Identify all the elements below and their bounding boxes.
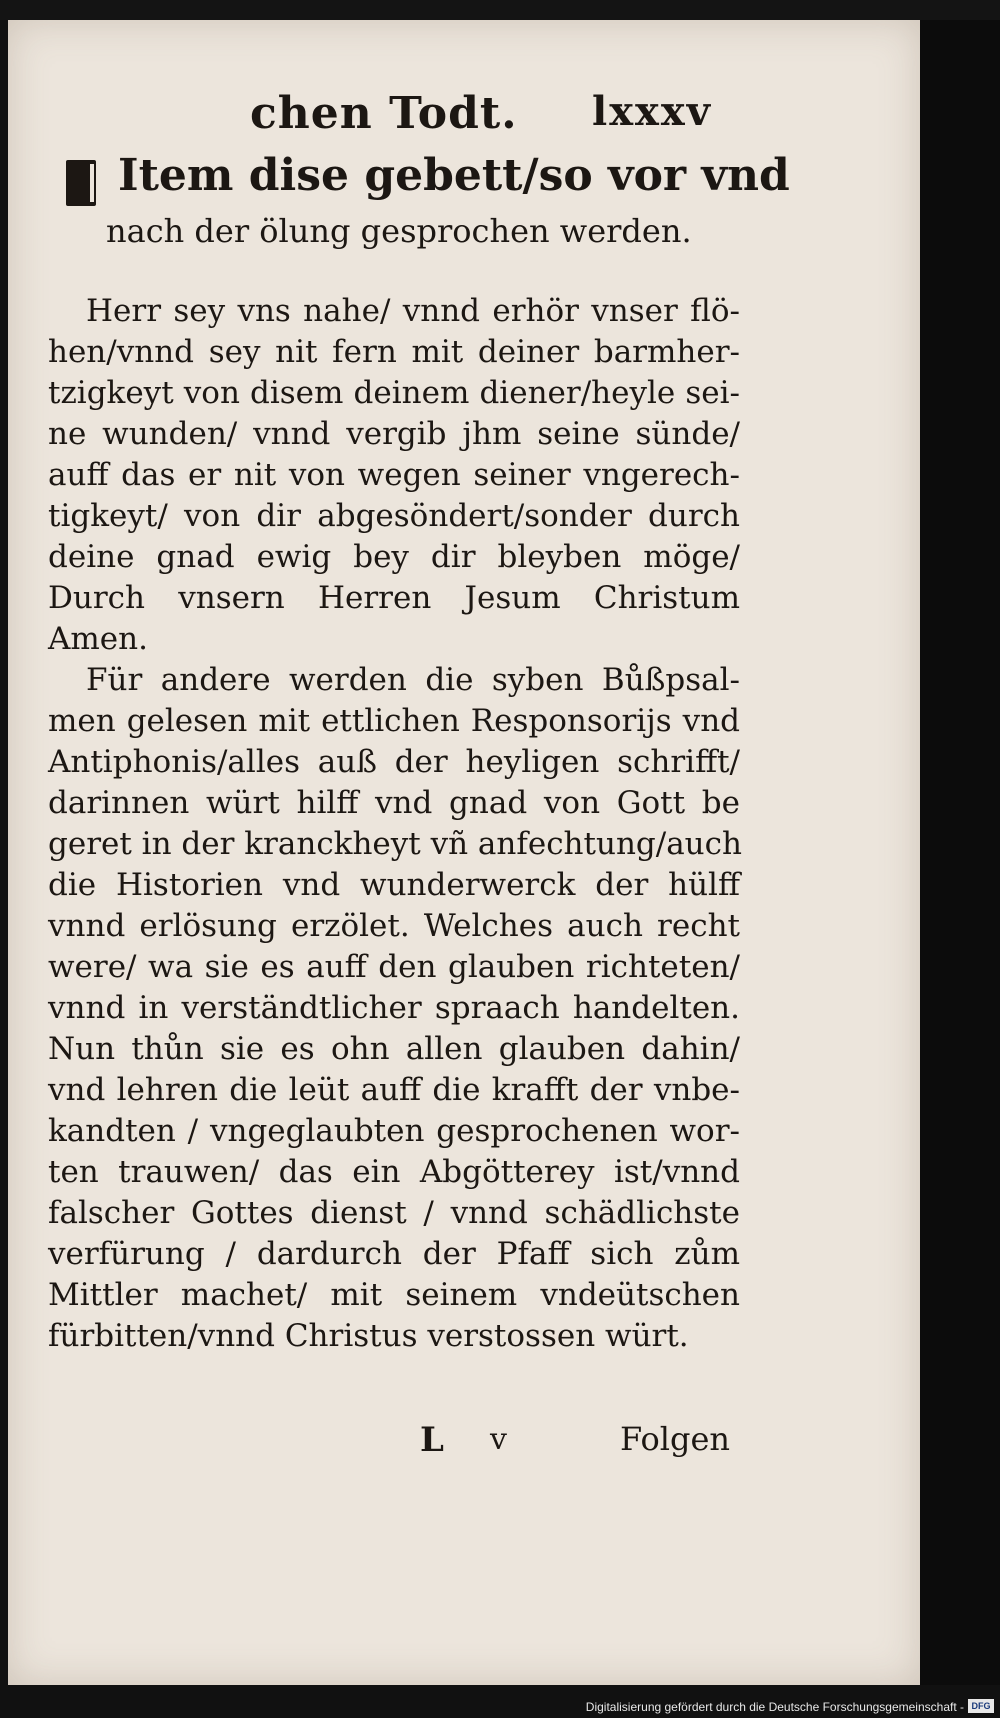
folio-number: lxxxv [592, 88, 712, 135]
signature-mark-number: v [490, 1422, 507, 1457]
section-heading-line-2: nach der ölung gesprochen werden. [106, 212, 692, 250]
text-line: vnd lehren die leüt auff die krafft der vnbe- [48, 1072, 740, 1108]
text-line: falscher Gottes dienst / vnnd schädlichste [48, 1195, 740, 1231]
text-line: Amen. [48, 621, 148, 657]
text-line: vnnd in verständtlicher spraach handelten. [48, 990, 740, 1026]
text-line: ne wunden/ vnnd vergib jhm seine sünde/ [48, 416, 740, 452]
text-line: die Historien vnd wunderwerck der hülff [48, 867, 740, 903]
text-line: geret in der kranckheyt vñ anfechtung/auch [48, 826, 742, 862]
text-line: deine gnad ewig bey dir bleyben möge/ [48, 539, 740, 575]
text-line: Mittler machet/ mit seinem vndeütschen [48, 1277, 740, 1313]
text-line: auff das er nit von wegen seiner vngerech- [48, 457, 740, 493]
text-line: tzigkeyt von disem deinem diener/heyle sei- [48, 375, 740, 411]
text-line: Für andere werden die syben Bůßpsal- [86, 662, 740, 698]
text-line: tigkeyt/ von dir abgesöndert/sonder durch [48, 498, 740, 534]
text-line: Antiphonis/alles auß der heyligen schrifft/ [48, 744, 740, 780]
text-line: Nun thůn sie es ohn allen glauben dahin/ [48, 1031, 740, 1067]
text-line: vnnd erlösung erzölet. Welches auch recht [48, 908, 740, 944]
text-line: Herr sey vns nahe/ vnnd erhör vnser flö- [86, 293, 740, 329]
text-line: ten trauwen/ das ein Abgötterey ist/vnnd [48, 1154, 740, 1190]
scan-top-border [0, 0, 1000, 20]
text-line: men gelesen mit ettlichen Responsorijs vnd [48, 703, 740, 739]
catchword: Folgen [620, 1420, 730, 1458]
text-line: fürbitten/vnnd Christus verstossen würt. [48, 1318, 689, 1354]
scan-right-border [920, 20, 1000, 1685]
text-line: Durch vnsern Herren Jesum Christum [48, 580, 740, 616]
text-line: hen/vnnd sey nit fern mit deiner barmher- [48, 334, 740, 370]
signature-mark-letter: L [420, 1420, 444, 1460]
text-line: darinnen würt hilff vnd gnad von Gott be [48, 785, 740, 821]
running-head: chen Todt. [250, 88, 518, 139]
digitization-credit: Digitalisierung gefördert durch die Deutsche Forschungsgemeinschaft - [585, 1700, 964, 1714]
text-line: were/ wa sie es auff den glauben richteten/ [48, 949, 740, 985]
section-heading-line-1: Item dise gebett/so vor vnd [118, 150, 790, 201]
text-line: kandten / vngeglaubten gesprochenen wor- [48, 1113, 740, 1149]
dfg-logo: DFG [968, 1699, 994, 1713]
pilcrow-icon [66, 160, 96, 206]
text-line: verfürung / dardurch der Pfaff sich zům [48, 1236, 740, 1272]
